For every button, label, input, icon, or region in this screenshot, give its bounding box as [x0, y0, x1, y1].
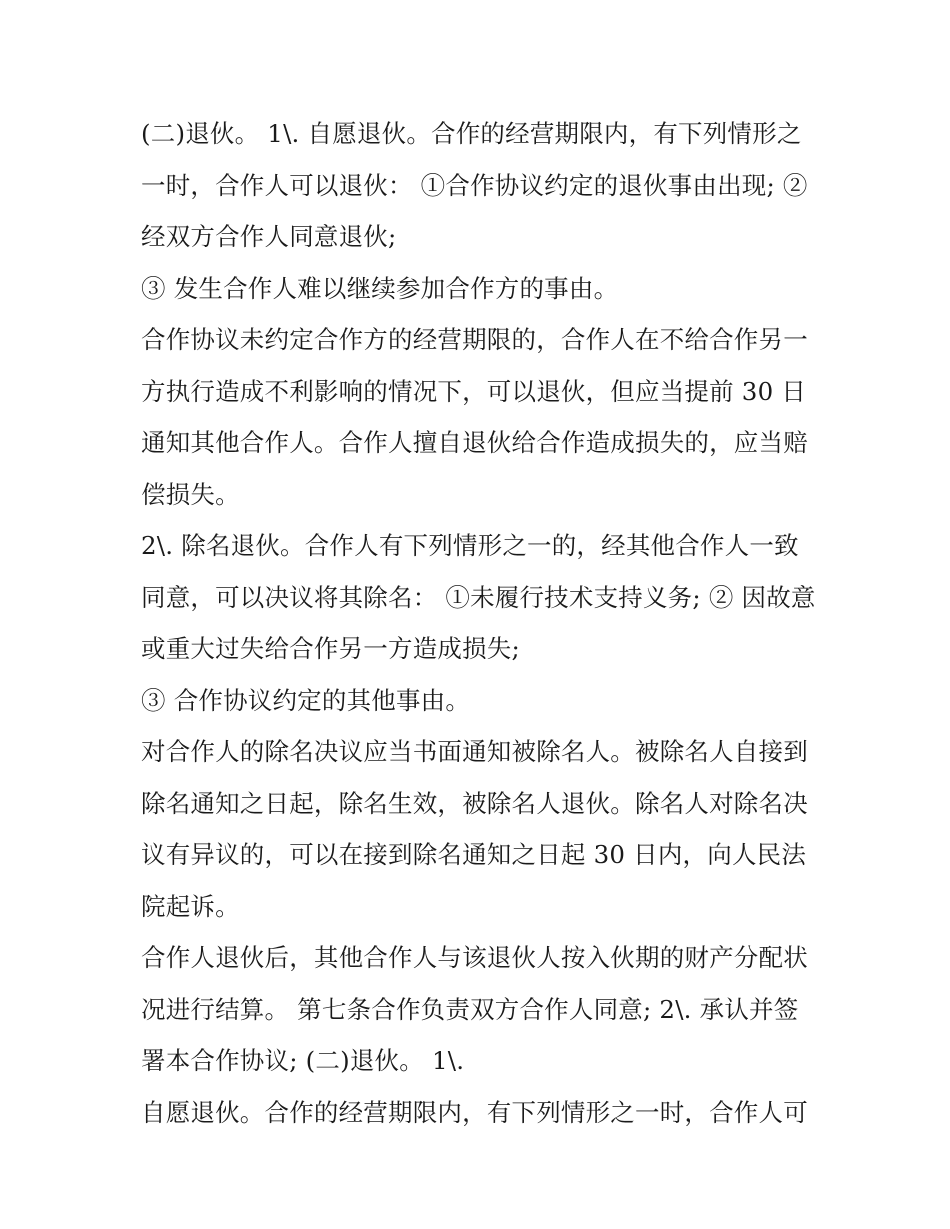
text-line: 2\. 除名退伙。合作人有下列情形之一的，经其他合作人一致: [141, 531, 799, 560]
text-line: 方执行造成不利影响的情况下，可以退伙，但应当提前 30 日: [141, 376, 807, 406]
text-line: 偿损失。: [141, 479, 240, 509]
text-line: 院起诉。: [141, 891, 240, 921]
text-line: ③ 发生合作人难以继续参加合作方的事由。: [141, 273, 619, 303]
paragraph-unspecified-term: [141, 314, 821, 520]
text-line: 合作协议未约定合作方的经营期限的，合作人在不给合作另一: [141, 325, 808, 354]
text-line: 合作人退伙后，其他合作人与该退伙人按入伙期的财产分配状: [141, 943, 808, 972]
text-line: 通知其他合作人。合作人擅自退伙给合作造成损失的，应当赔: [141, 428, 808, 457]
paragraph-voluntary-withdrawal: [141, 108, 821, 263]
text-line: 署本合作协议; (二)退伙。 1\.: [141, 1046, 465, 1075]
text-line: 对合作人的除名决议应当书面通知被除名人。被除名人自接到: [141, 737, 808, 766]
text-line: 议有异议的，可以在接到除名通知之日起 30 日内，向人民法: [141, 840, 807, 869]
text-line: 况进行结算。 第七条合作负责双方合作人同意; 2\. 承认并签: [141, 994, 799, 1024]
paragraph-expulsion-item-3: [141, 675, 821, 727]
paragraph-voluntary-withdrawal-repeat: [141, 1087, 821, 1139]
text-line: 或重大过失给合作另一方造成损失;: [141, 634, 520, 663]
text-line: 自愿退伙。合作的经营期限内，有下列情形之一时，合作人可: [141, 1097, 808, 1127]
text-line: 一时，合作人可以退伙： ①合作协议约定的退伙事由出现; ②: [141, 170, 808, 200]
text-line: 经双方合作人同意退伙;: [141, 222, 397, 251]
text-line: 除名通知之日起，除名生效，被除名人退伙。除名人对除名决: [141, 788, 808, 818]
text-line: ③ 合作协议约定的其他事由。: [141, 685, 471, 715]
paragraph-expulsion: [141, 520, 821, 675]
paragraph-settlement: [141, 932, 821, 1087]
text-line: (二)退伙。 1\. 自愿退伙。合作的经营期限内，有下列情形之: [141, 119, 802, 148]
document-body: [141, 108, 821, 1138]
text-line: 同意，可以决议将其除名： ①未履行技术支持义务; ② 因故意: [141, 582, 816, 612]
paragraph-expulsion-notice: [141, 726, 821, 932]
paragraph-withdrawal-item-3: [141, 263, 821, 315]
